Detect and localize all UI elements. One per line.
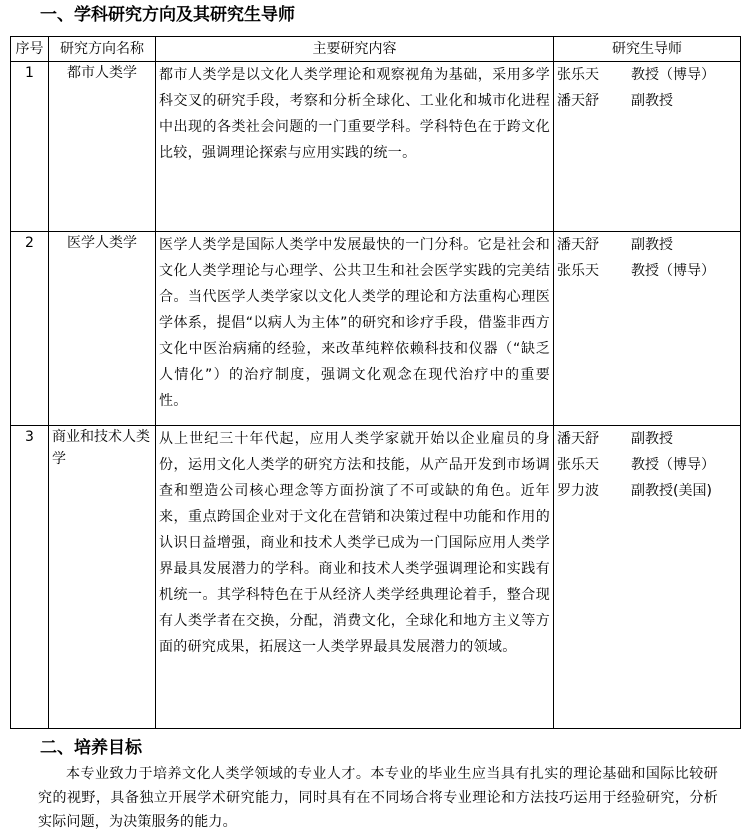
supervisor-entry <box>557 88 737 114</box>
research-directions-table <box>10 36 741 729</box>
supervisor-name: 张乐天 <box>557 263 599 279</box>
section-heading-research-directions: 一、学科研究方向及其研究生导师 <box>40 5 295 25</box>
supervisor-name: 潘天舒 <box>557 237 599 253</box>
training-goals-paragraph: 本专业致力于培养文化人类学领域的专业人才。本专业的毕业生应当具有扎实的理论基础和国际比较研究的视野，具备独立开展学术研究能力，同时具有在不同场合将专业理论和方法技巧运用于经验研究，分析实际问题，为决策服务的能力。 <box>38 766 718 830</box>
supervisor-entry <box>557 478 737 504</box>
header-supervisor: 研究生导师 <box>554 37 741 62</box>
supervisor-name: 张乐天 <box>557 457 599 473</box>
row-direction: 医学人类学 <box>49 232 156 426</box>
supervisor-name: 潘天舒 <box>557 431 599 447</box>
supervisor-name: 潘天舒 <box>557 93 599 109</box>
row-supervisors <box>554 232 741 426</box>
header-direction: 研究方向名称 <box>49 37 156 62</box>
supervisor-entry <box>557 426 737 452</box>
supervisor-title: 副教授 <box>631 237 673 253</box>
table-header-row <box>11 37 741 62</box>
row-content: 都市人类学是以文化人类学理论和观察视角为基础，采用多学科交叉的研究手段，考察和分析全球化、工业化和城市化进程中出现的各类社会问题的一门重要学科。学科特色在于跨文化比较，强调理论探索与应用实践的统一。 <box>156 62 554 232</box>
header-seq: 序号 <box>11 37 49 62</box>
row-content: 医学人类学是国际人类学中发展最快的一门分科。它是社会和文化人类学理论与心理学、公共卫生和社会医学实践的完美结合。当代医学人类学家以文化人类学的理论和方法重构心理医学体系，提倡“以病人为主体”的研究和诊疗手段，借鉴非西方文化中医治病痛的经验，来改革纯粹依赖科技和仪器（“缺乏人情化”）的治疗制度，强调文化观念在现代治疗中的重要性。 <box>156 232 554 426</box>
row-direction: 商业和技术人类学 <box>49 426 156 729</box>
section-heading-training-goals: 二、培养目标 <box>40 738 142 758</box>
supervisor-title: 教授（博导） <box>631 457 715 473</box>
table-row <box>11 232 741 426</box>
supervisor-entry <box>557 62 737 88</box>
supervisor-title: 副教授 <box>631 93 673 109</box>
supervisor-title: 教授（博导） <box>631 67 715 83</box>
supervisor-title: 副教授(美国) <box>631 483 712 499</box>
supervisor-entry <box>557 232 737 258</box>
row-supervisors <box>554 426 741 729</box>
row-content: 从上世纪三十年代起，应用人类学家就开始以企业雇员的身份，运用文化人类学的研究方法和技能，从产品开发到市场调查和塑造公司核心理念等方面扮演了不可或缺的角色。近年来，重点跨国企业对于文化在营销和决策过程中功能和作用的认识日益增强，商业和技术人类学已成为一门国际应用人类学界最具发展潜力的学科。商业和技术人类学强调理论和实践有机统一。其学科特色在于从经济人类学经典理论着手，整合现有人类学者在交换，分配，消费文化，全球化和地方主义等方面的研究成果，拓展这一人类学界最具发展潜力的领域。 <box>156 426 554 729</box>
supervisor-entry <box>557 452 737 478</box>
row-seq: 2 <box>11 232 49 426</box>
header-content: 主要研究内容 <box>156 37 554 62</box>
table-row <box>11 426 741 729</box>
row-seq: 3 <box>11 426 49 729</box>
row-direction: 都市人类学 <box>49 62 156 232</box>
table-row <box>11 62 741 232</box>
supervisor-title: 副教授 <box>631 431 673 447</box>
supervisor-entry <box>557 258 737 284</box>
supervisor-name: 罗力波 <box>557 483 599 499</box>
row-seq: 1 <box>11 62 49 232</box>
supervisor-title: 教授（博导） <box>631 263 715 279</box>
supervisor-name: 张乐天 <box>557 67 599 83</box>
row-supervisors <box>554 62 741 232</box>
